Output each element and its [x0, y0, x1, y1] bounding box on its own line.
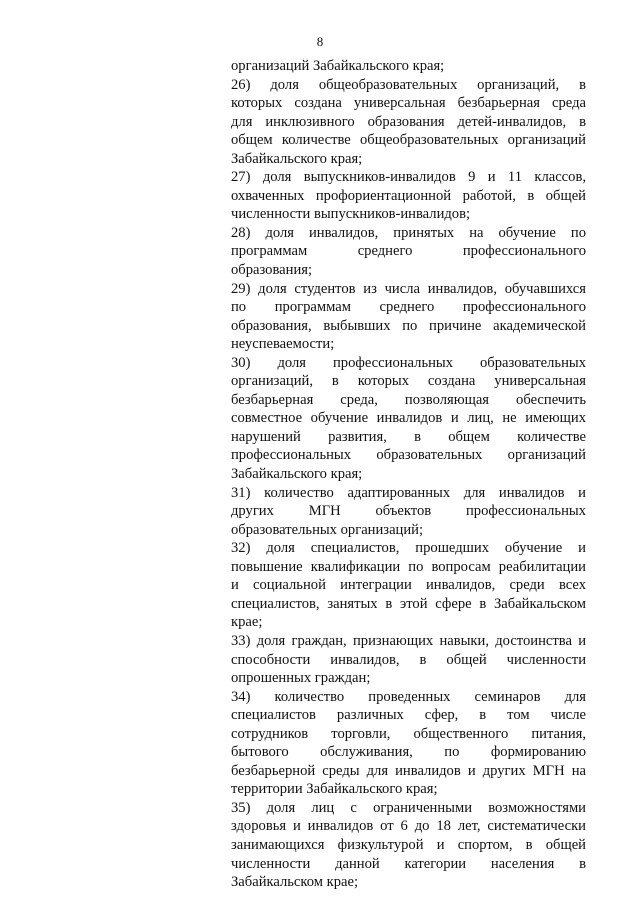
text-line: нарушений развития, в общем количестве: [231, 428, 586, 445]
text-line: образования, выбывших по причине академической: [231, 317, 586, 334]
text-line: 35) доля лиц с ограниченными возможностями: [231, 799, 586, 816]
page-number: 8: [316, 34, 324, 49]
text-line: опрошенных граждан;: [231, 670, 371, 687]
text-line: специалистов различных сфер, в том числе: [231, 707, 586, 724]
text-line: для инклюзивного образования детей-инвалидов, в: [231, 113, 586, 130]
document-body: [231, 57, 586, 892]
text-line: повышение квалификации по вопросам реабилитации: [231, 558, 586, 575]
text-line: занимающихся физкультурой и спортом, в общей: [231, 836, 586, 853]
text-line: 31) количество адаптированных для инвалидов и: [231, 484, 586, 501]
text-line: безбарьерная среда, позволяющая обеспечить: [231, 391, 586, 408]
text-line: 34) количество проведенных семинаров для: [231, 688, 586, 705]
text-line: которых создана универсальная безбарьерная среда: [231, 95, 586, 112]
text-line: специалистов, занятых в этой сфере в Забайкальском: [231, 595, 586, 612]
text-line: организаций, в которых создана универсальная: [231, 373, 586, 390]
text-line: Забайкальского края;: [231, 150, 363, 167]
text-line: 27) доля выпускников-инвалидов 9 и 11 классов,: [231, 169, 586, 186]
text-line: и социальной интеграции инвалидов, среди всех: [231, 577, 586, 594]
text-line: профессиональных образовательных организаций: [231, 447, 586, 464]
text-line: 32) доля специалистов, прошедших обучение и: [231, 540, 586, 557]
text-line: 28) доля инвалидов, принятых на обучение по: [231, 224, 586, 241]
text-line: бытового обслуживания, по формированию: [231, 744, 586, 761]
text-line: охваченных профориентационной работой, в общей: [231, 187, 586, 204]
text-line: по программам среднего профессионального: [231, 299, 586, 316]
text-line: образования;: [231, 262, 313, 279]
text-line: 29) доля студентов из числа инвалидов, обучавшихся: [231, 280, 586, 297]
text-line: численности данной категории населения в: [231, 855, 586, 872]
text-line: образовательных организаций;: [231, 521, 424, 538]
text-line: совместное обучение инвалидов и лиц, не имеющих: [231, 410, 586, 427]
text-line: других МГН объектов профессиональных: [231, 503, 586, 520]
text-line: программам среднего профессионального: [231, 243, 586, 260]
text-line: организаций Забайкальского края;: [231, 58, 445, 74]
text-line: численности выпускников-инвалидов;: [231, 206, 471, 223]
text-line: 30) доля профессиональных образовательных: [231, 354, 586, 371]
text-line: здоровья и инвалидов от 6 до 18 лет, систематически: [231, 818, 586, 835]
text-line: Забайкальского края;: [231, 466, 363, 483]
text-line: неуспеваемости;: [231, 336, 335, 353]
text-line: сотрудников торговли, общественного питания,: [231, 725, 586, 742]
text-line: 26) доля общеобразовательных организаций, в: [231, 76, 586, 93]
text-line: безбарьерной среды для инвалидов и других МГН на: [231, 762, 586, 779]
text-line: территории Забайкальского края;: [231, 781, 438, 798]
text-line: способности инвалидов, в общей численности: [231, 651, 586, 668]
text-line: общем количестве общеобразовательных организаций: [231, 132, 586, 149]
text-line: 33) доля граждан, признающих навыки, достоинства и: [231, 632, 586, 649]
text-line: крае;: [231, 614, 263, 631]
text-line: Забайкальском крае;: [231, 874, 359, 891]
